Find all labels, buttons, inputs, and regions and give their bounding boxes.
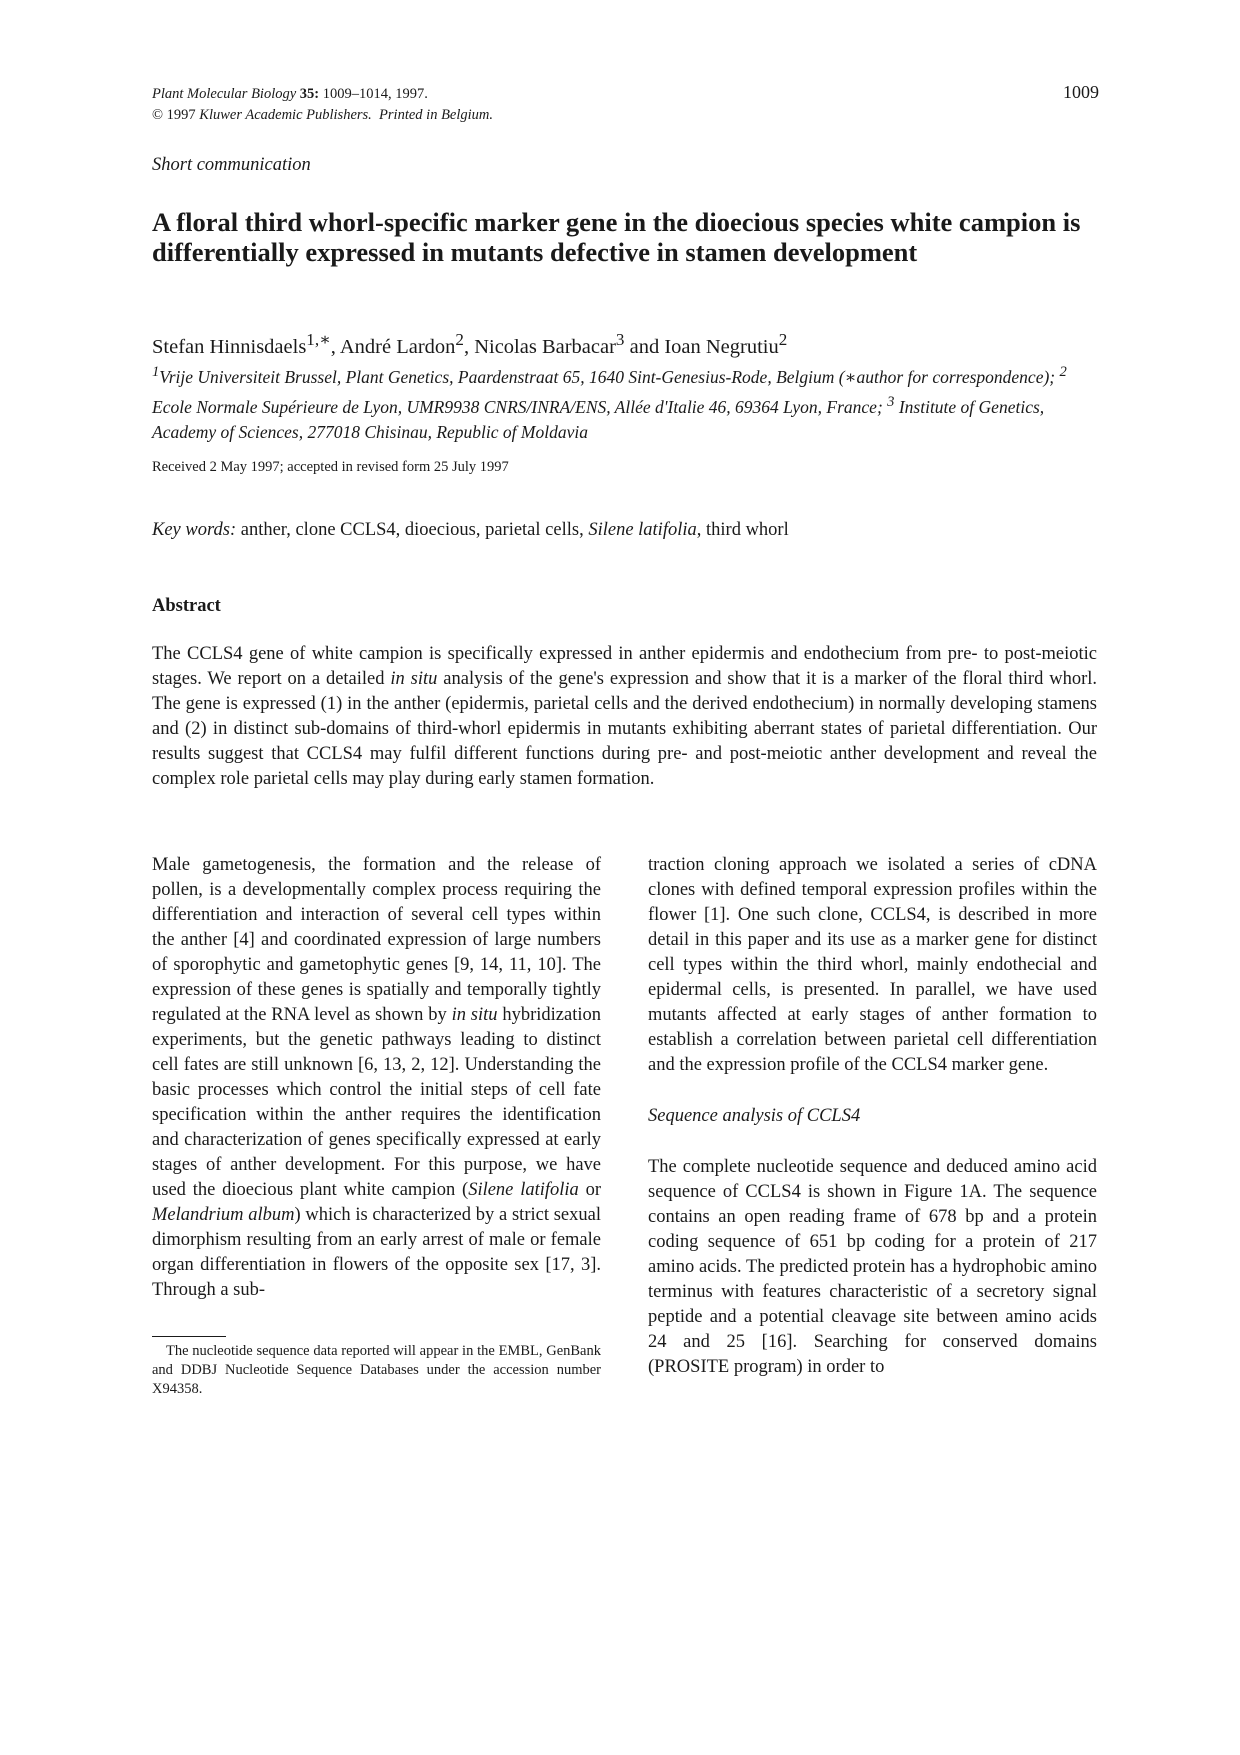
author-name: Stefan Hinnisdaels — [152, 335, 307, 358]
body-paragraph: traction cloning approach we isolated a series of cDNA clones with defined temporal expression profiles within the flower [1]. One such clone, CCLS4, is described in more detail in this paper and its use as a marker gene for distinct cell types within the third whorl, mainly endothecial and epidermal cells, is presented. In parallel, we have used mutants affected at early stages of anther formation to establish a correlation between parietal cell differentiation and the expression profile of the CCLS4 marker gene. — [648, 855, 1097, 1075]
keywords-label: Key words: — [152, 520, 237, 540]
body-italic: Melandrium album — [152, 1205, 295, 1225]
affiliation-mark: 1 — [152, 364, 160, 380]
body-column-left — [152, 853, 601, 1303]
paper-title: A floral third whorl-specific marker gene in the dioecious species white campion is differentially expressed in mutants defective in stamen development — [152, 207, 1081, 267]
keywords-species: Silene latifolia — [588, 520, 697, 540]
author-separator: , — [330, 335, 340, 358]
author-affiliation-mark: 2 — [455, 330, 464, 349]
author-list — [152, 330, 787, 359]
body-column-right — [648, 853, 1097, 1380]
body-segment: Male gametogenesis, the formation and the release of pollen, is a developmentally complex process requiring the differentiation and interaction of several cell types within the anther [4] and coordinated expression of large numbers of sporophytic and gametophytic genes [9, 14, 11, 10]. The expression of these genes is spatially and temporally tightly regulated at the RNA level as shown by — [152, 855, 601, 1025]
abstract-segment: analysis of the gene's expression and show that it is a marker of the floral third whorl. The gene is expressed (1) in the anther (epidermis, parietal cells and the derived endothecium) in normally developing stamens and (2) in distinct sub-domains of third-whorl epidermis in mutants exhibiting aberrant states of parietal differentiation. Our results suggest that CCLS4 may fulfil different functions during pre- and post-meiotic anther development and reveal the complex role parietal cells may play during early stamen formation. — [152, 669, 1097, 789]
author-separator: and — [624, 335, 665, 358]
abstract-heading: Abstract — [152, 596, 221, 616]
body-italic: Silene latifolia — [468, 1180, 579, 1200]
section-type: Short communication — [152, 155, 311, 175]
footnote: The nucleotide sequence data reported will appear in the EMBL, GenBank and DDBJ Nucleotide Sequence Databases under the accession number X94358. — [152, 1343, 601, 1397]
copyright-icon: © — [152, 107, 164, 123]
keywords — [152, 520, 789, 541]
copyright-year: 1997 — [166, 107, 196, 123]
affiliation-text: Institute of Genetics, Academy of Sciences, 277018 Chisinau, Republic of Moldavia — [152, 396, 1045, 442]
abstract-italic: in situ — [390, 669, 438, 689]
printed-in: Printed in Belgium. — [379, 107, 494, 123]
body-italic: in situ — [451, 1005, 498, 1025]
copyright-line — [152, 105, 493, 126]
author-affiliation-mark: 3 — [615, 330, 625, 349]
affiliations — [152, 360, 1092, 445]
affiliation-mark: 3 — [887, 393, 895, 410]
body-paragraph — [152, 853, 601, 1303]
author-name: Nicolas Barbacar — [474, 335, 616, 358]
received-dates: Received 2 May 1997; accepted in revised form 25 July 1997 — [152, 459, 509, 475]
author-affiliation-mark: 2 — [778, 330, 788, 349]
journal-volume: 35: — [299, 86, 320, 102]
footnote-rule — [152, 1336, 226, 1337]
journal-header — [152, 84, 493, 126]
section-subheading: Sequence analysis of CCLS4 — [648, 1106, 861, 1126]
page-number: 1009 — [1063, 82, 1099, 102]
abstract-segment: The CCLS4 gene of white campion is specifically expressed in anther epidermis and endothecium from pre- to post-meiotic stages. We report on a detailed — [152, 644, 1097, 689]
affiliation-mark: 2 — [1059, 364, 1067, 380]
journal-name: Plant Molecular Biology — [152, 86, 297, 102]
author-affiliation-mark: 1,∗ — [306, 330, 331, 349]
abstract-text — [152, 642, 1097, 792]
body-paragraph: The complete nucleotide sequence and deduced amino acid sequence of CCLS4 is shown in Figure 1A. The sequence contains an open reading frame of 678 bp and a protein coding sequence of 651 bp coding for a protein of 217 amino acids. The predicted protein has a hydrophobic amino terminus with features characteristic of a secretory signal peptide and a potential cleavage site between amino acids 24 and 25 [16]. Searching for conserved domains (PROSITE program) in order to — [648, 1157, 1097, 1377]
author-separator: , — [463, 335, 475, 358]
publisher: Kluwer Academic Publishers. — [199, 107, 372, 123]
keywords-text: , third whorl — [696, 520, 789, 540]
journal-citation-line — [152, 84, 493, 105]
body-segment: or — [578, 1180, 601, 1200]
author-name: André Lardon — [339, 335, 456, 358]
body-segment: ) which is characterized by a strict sexual dimorphism resulting from an early arrest of male or female organ differentiation in flowers of the opposite sex [17, 3]. Through a sub- — [152, 1205, 601, 1300]
keywords-text: anther, clone CCLS4, dioecious, parietal cells, — [236, 520, 589, 540]
journal-pages-year: 1009–1014, 1997. — [322, 86, 428, 102]
affiliation-text: Ecole Normale Supérieure de Lyon, UMR9938 CNRS/INRA/ENS, Allée d'Italie 46, 69364 Lyon, France; — [152, 396, 888, 417]
affiliation-text: Vrije Universiteit Brussel, Plant Genetics, Paardenstraat 65, 1640 Sint-Genesius-Rode, Belgium (∗author for correspondence); — [159, 366, 1060, 387]
body-segment: hybridization experiments, but the genetic pathways leading to distinct cell fates are still unknown [6, 13, 2, 12]. Understanding the basic processes which control the initial steps of cell fate specification within the anther requires the identification and characterization of genes specifically expressed at early stages of anther development. For this purpose, we have used the dioecious plant white campion ( — [152, 1005, 601, 1200]
author-name: Ioan Negrutiu — [664, 335, 779, 358]
